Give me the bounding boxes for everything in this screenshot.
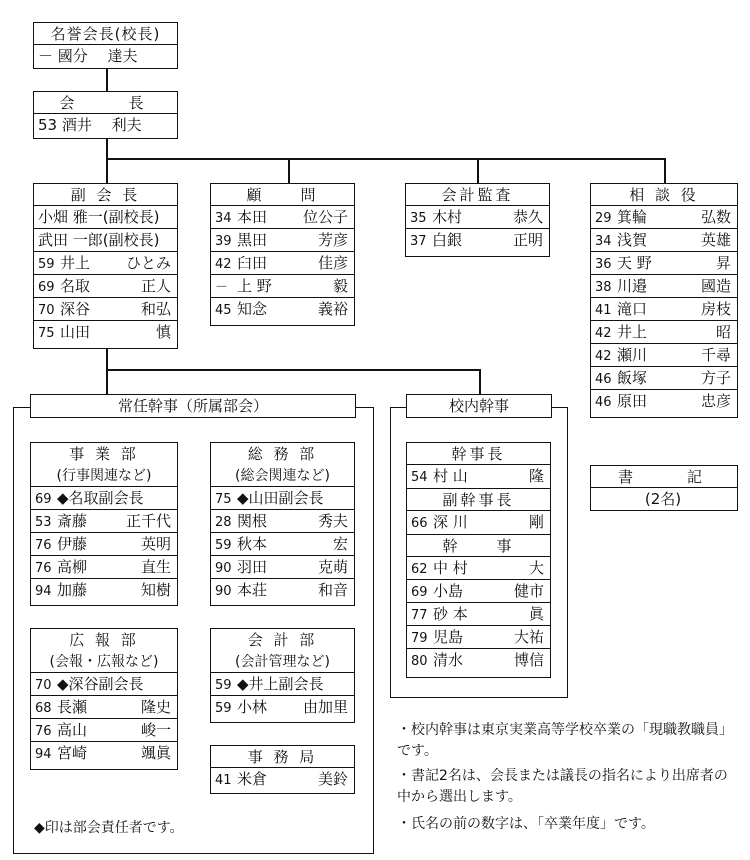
jimu-list: [211, 768, 354, 791]
honorary-president-box: [33, 22, 178, 69]
member-row: [591, 321, 737, 344]
given-name: 大: [528, 559, 544, 577]
grad-year: 69: [35, 492, 52, 507]
member-row: [211, 252, 354, 275]
grad-year: 29: [595, 211, 612, 226]
member-row: [34, 321, 177, 344]
member-row: [407, 465, 550, 488]
grad-year: 80: [411, 654, 428, 669]
given-name: 弘数: [700, 208, 731, 226]
family-name: ◆名取副会長: [57, 489, 144, 507]
counselor-title: 相 談 役: [591, 184, 737, 206]
kanji-box: [406, 442, 551, 678]
given-name: 直生: [140, 558, 171, 576]
grad-year: 77: [411, 608, 428, 623]
grad-year: 76: [35, 561, 52, 576]
grad-year: 28: [215, 515, 232, 530]
family-name: 上 野: [237, 277, 272, 295]
family-name: 村 山: [433, 467, 468, 485]
family-name: ◆井上副会長: [237, 675, 324, 693]
member-row: [407, 580, 550, 603]
kaikei-dept-list: [211, 673, 354, 719]
family-name: 瀬川: [617, 346, 648, 364]
grad-year: 53: [35, 515, 52, 530]
note-3: ・氏名の前の数字は、「卒業年度」です。: [397, 816, 655, 832]
grad-year: 59: [215, 678, 232, 693]
given-name: 毅: [332, 277, 348, 295]
koho-dept-sub: (会報・広報など): [31, 651, 177, 673]
member-row: [34, 229, 177, 252]
auditor-title: 会計監査: [406, 184, 549, 206]
given-name: 位公子: [302, 208, 348, 226]
family-name: 長瀬: [57, 698, 88, 716]
grad-year: 69: [411, 585, 428, 600]
member-row: [591, 344, 737, 367]
given-name: 和弘: [140, 300, 171, 318]
family-name: 知念: [237, 300, 268, 318]
member-row: [211, 229, 354, 252]
secretary-box: [590, 465, 738, 511]
family-name: 箕輪: [617, 208, 648, 226]
member-row: [31, 556, 177, 579]
grad-year: 41: [215, 773, 232, 788]
given-name: 正明: [512, 231, 543, 249]
given-name: 慎: [155, 323, 171, 341]
family-name: 伊藤: [57, 535, 88, 553]
footnote: ◆印は部会責任者です。: [34, 820, 184, 836]
given-name: 正人: [140, 277, 171, 295]
vice-president-list: [34, 206, 177, 344]
family-name: 加藤: [57, 581, 88, 599]
kanji-vice-title: 副幹事長: [407, 489, 550, 511]
member-row: [591, 229, 737, 252]
kanji-head-list: [407, 465, 550, 489]
member-row: [211, 298, 354, 321]
family-name: 本田: [237, 208, 268, 226]
connector-horizontal-top: [106, 158, 665, 160]
member-row: [407, 511, 550, 534]
member-row: [31, 673, 177, 696]
given-name: 颯眞: [140, 744, 171, 762]
grad-year: 79: [411, 631, 428, 646]
grad-year: －: [215, 280, 229, 295]
given-name: 大祐: [513, 628, 544, 646]
kanji-vice-list: [407, 511, 550, 535]
advisor-title: 顧 問: [211, 184, 354, 206]
given-name: 峻一: [140, 721, 171, 739]
family-name: 砂 本: [433, 605, 468, 623]
connector-to-counselor: [664, 158, 666, 183]
grad-year: 68: [35, 701, 52, 716]
given-name: 克萌: [317, 558, 348, 576]
member-row: [407, 603, 550, 626]
connector-vice-down: [106, 348, 108, 370]
secretary-note: (2名): [644, 490, 682, 508]
given-name: 房枝: [700, 300, 731, 318]
family-name: 小林: [237, 698, 268, 716]
connector-honorary-president: [106, 68, 108, 91]
honorary-president-name: － 國分 達夫: [38, 47, 138, 65]
member-row: [211, 510, 354, 533]
member-row: [591, 390, 737, 413]
jigyo-dept-box: [30, 442, 178, 606]
given-name: 英雄: [700, 231, 731, 249]
member-row: [31, 579, 177, 602]
member-row: [211, 487, 354, 510]
grad-year: 66: [411, 516, 428, 531]
somu-dept-title: 総 務 部: [247, 445, 318, 463]
grad-year: 59: [38, 257, 55, 272]
given-name: 恭久: [512, 208, 543, 226]
grad-year: 90: [215, 561, 232, 576]
grad-year: 35: [410, 211, 427, 226]
family-name: 小島: [433, 582, 464, 600]
grad-year: 34: [215, 211, 232, 226]
honorary-president-title: 名誉会長(校長): [34, 23, 177, 45]
family-name: 井上: [60, 254, 91, 272]
grad-year: 39: [215, 234, 232, 249]
grad-year: 42: [595, 349, 612, 364]
given-name: 芳彦: [317, 231, 348, 249]
family-name: 黒田: [237, 231, 268, 249]
grad-year: 36: [595, 257, 612, 272]
family-name: 中 村: [433, 559, 468, 577]
member-row: [407, 626, 550, 649]
family-name: 山田: [60, 323, 91, 341]
given-name: 剛: [528, 513, 544, 531]
jigyo-dept-list: [31, 487, 177, 602]
grad-year: 38: [595, 280, 612, 295]
grad-year: 76: [35, 538, 52, 553]
given-name: 宏: [332, 535, 348, 553]
standing-executives-label: 常任幹事（所属部会）: [30, 394, 356, 418]
member-row: [31, 487, 177, 510]
family-name: 天 野: [617, 254, 652, 272]
family-name: 井上: [617, 323, 648, 341]
given-name: 秀夫: [317, 512, 348, 530]
given-name: 正千代: [125, 512, 171, 530]
jimu-title: 事 務 局: [211, 746, 354, 768]
member-row: [406, 229, 549, 252]
member-row: [211, 533, 354, 556]
family-name: 高山: [57, 721, 88, 739]
grad-year: 41: [595, 303, 612, 318]
member-row: [211, 696, 354, 719]
member-row: [31, 510, 177, 533]
member-row: [591, 275, 737, 298]
somu-dept-box: [210, 442, 355, 606]
family-name: 名取: [60, 277, 91, 295]
family-name: 滝口: [617, 300, 648, 318]
grad-year: 94: [35, 747, 52, 762]
given-name: 英明: [140, 535, 171, 553]
given-name: 國造: [700, 277, 731, 295]
family-name: 武田 一郎(副校長): [38, 231, 160, 249]
given-name: 隆: [528, 467, 544, 485]
member-row: [211, 673, 354, 696]
family-name: 木村: [432, 208, 463, 226]
member-row: [407, 557, 550, 580]
given-name: ひとみ: [125, 254, 171, 272]
given-name: 健市: [513, 582, 544, 600]
vice-president-title: 副 会 長: [34, 184, 177, 206]
somu-dept-sub: (総会関連など): [211, 465, 354, 487]
family-name: 羽田: [237, 558, 268, 576]
jimu-box: [210, 745, 355, 794]
member-row: [591, 252, 737, 275]
given-name: 昭: [715, 323, 731, 341]
grad-year: 62: [411, 562, 428, 577]
grad-year: 76: [35, 724, 52, 739]
grad-year: 69: [38, 280, 55, 295]
connector-to-standing: [106, 369, 108, 394]
koho-dept-box: [30, 628, 178, 770]
family-name: 白銀: [432, 231, 463, 249]
member-row: [31, 696, 177, 719]
vice-president-box: [33, 183, 178, 349]
grad-year: 94: [35, 584, 52, 599]
auditor-list: [406, 206, 549, 252]
member-row: [407, 649, 550, 672]
somu-dept-list: [211, 487, 354, 602]
connector-to-school: [479, 369, 481, 394]
family-name: 原田: [617, 392, 648, 410]
family-name: 宮崎: [57, 744, 88, 762]
koho-dept-title: 広 報 部: [69, 631, 139, 649]
given-name: 和音: [317, 581, 348, 599]
connector-to-advisor: [288, 158, 290, 183]
member-row: [34, 275, 177, 298]
connector-to-vice: [106, 158, 108, 183]
president-title: 会 長: [34, 92, 177, 114]
given-name: 美鈴: [317, 770, 348, 788]
given-name: 忠彦: [700, 392, 731, 410]
family-name: 川邉: [617, 277, 648, 295]
note-1: ・校内幹事は東京実業高等学校卒業の「現職教職員」です。: [397, 722, 733, 759]
member-row: [211, 206, 354, 229]
family-name: ◆山田副会長: [237, 489, 324, 507]
kaikei-dept-sub: (会計管理など): [211, 651, 354, 673]
given-name: 眞: [528, 605, 544, 623]
connector-president-down: [106, 139, 108, 159]
counselor-box: [590, 183, 738, 418]
member-row: [211, 556, 354, 579]
grad-year: 54: [411, 470, 428, 485]
family-name: 本荘: [237, 581, 268, 599]
grad-year: 59: [215, 701, 232, 716]
grad-year: 45: [215, 303, 232, 318]
family-name: 斎藤: [57, 512, 88, 530]
grad-year: 70: [38, 303, 55, 318]
connector-horizontal-mid: [106, 369, 481, 371]
given-name: 由加里: [302, 698, 348, 716]
member-row: [31, 533, 177, 556]
family-name: 飯塚: [617, 369, 648, 387]
school-executives-label: 校内幹事: [406, 394, 552, 418]
family-name: 清水: [433, 651, 464, 669]
kaikei-dept-box: [210, 628, 355, 723]
koho-dept-list: [31, 673, 177, 765]
auditor-box: [405, 183, 550, 257]
member-row: [34, 298, 177, 321]
given-name: 昇: [715, 254, 731, 272]
member-row: [406, 206, 549, 229]
grad-year: 46: [595, 372, 612, 387]
member-row: [591, 298, 737, 321]
family-name: 児島: [433, 628, 464, 646]
grad-year: 75: [215, 492, 232, 507]
president-box: [33, 91, 178, 139]
given-name: 佳彦: [317, 254, 348, 272]
family-name: 秋本: [237, 535, 268, 553]
member-row: [31, 719, 177, 742]
grad-year: 75: [38, 326, 55, 341]
grad-year: 42: [595, 326, 612, 341]
member-row: [211, 768, 354, 791]
given-name: 隆史: [140, 698, 171, 716]
member-row: [31, 742, 177, 765]
member-row: [591, 367, 737, 390]
member-row: [211, 275, 354, 298]
family-name: 小畑 雅一(副校長): [38, 208, 160, 226]
family-name: 高柳: [57, 558, 88, 576]
family-name: 米倉: [237, 770, 268, 788]
grad-year: 34: [595, 234, 612, 249]
family-name: 深谷: [60, 300, 91, 318]
family-name: 深 川: [433, 513, 468, 531]
kanji-member-title: 幹 事: [407, 535, 550, 557]
kanji-head-title: 幹事長: [407, 443, 550, 465]
grad-year: 37: [410, 234, 427, 249]
grad-year: 90: [215, 584, 232, 599]
member-row: [211, 579, 354, 602]
member-row: [34, 206, 177, 229]
counselor-list: [591, 206, 737, 413]
advisor-list: [211, 206, 354, 321]
given-name: 千尋: [700, 346, 731, 364]
advisor-box: [210, 183, 355, 326]
grad-year: 59: [215, 538, 232, 553]
given-name: 方子: [700, 369, 731, 387]
family-name: 臼田: [237, 254, 268, 272]
member-row: [591, 206, 737, 229]
president-name: 53 酒井 利夫: [38, 116, 142, 134]
family-name: 浅賀: [617, 231, 648, 249]
given-name: 博信: [513, 651, 544, 669]
grad-year: 46: [595, 395, 612, 410]
connector-to-auditor: [477, 158, 479, 183]
grad-year: 42: [215, 257, 232, 272]
note-2: ・書記2名は、会長または議長の指名により出席者の中から選出します。: [397, 768, 728, 805]
given-name: 義裕: [317, 300, 348, 318]
kaikei-dept-title: 会 計 部: [247, 631, 318, 649]
family-name: 関根: [237, 512, 268, 530]
given-name: 知樹: [140, 581, 171, 599]
jigyo-dept-sub: (行事関連など): [31, 465, 177, 487]
kanji-member-list: [407, 557, 550, 672]
family-name: ◆深谷副会長: [57, 675, 144, 693]
member-row: [34, 252, 177, 275]
grad-year: 70: [35, 678, 52, 693]
jigyo-dept-title: 事 業 部: [69, 445, 139, 463]
secretary-title: 書 記: [591, 466, 737, 488]
